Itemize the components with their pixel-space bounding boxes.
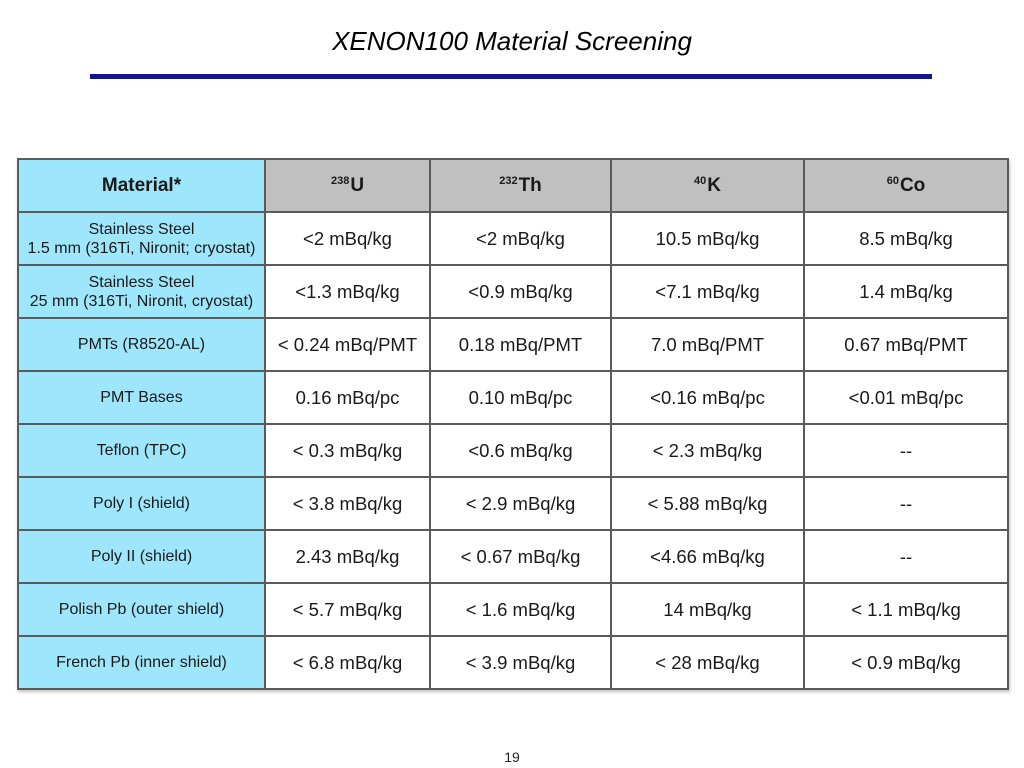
activity-value-cell: 0.16 mBq/pc	[265, 371, 430, 424]
isotope-symbol: Co	[899, 174, 926, 196]
screening-table	[17, 158, 1009, 690]
activity-value-cell: < 0.67 mBq/kg	[430, 530, 611, 583]
table-row	[18, 636, 1008, 689]
activity-value-cell: 10.5 mBq/kg	[611, 212, 804, 265]
header-isotope-th232	[430, 159, 611, 212]
activity-value-cell: < 0.9 mBq/kg	[804, 636, 1008, 689]
table-row	[18, 583, 1008, 636]
table-row	[18, 424, 1008, 477]
header-material: Material*	[18, 159, 265, 212]
activity-value-cell: --	[804, 477, 1008, 530]
activity-value-cell: < 2.3 mBq/kg	[611, 424, 804, 477]
material-name-line: Stainless Steel	[88, 273, 195, 291]
table-body	[18, 212, 1008, 689]
header-isotope-u238	[265, 159, 430, 212]
activity-value-cell: 0.10 mBq/pc	[430, 371, 611, 424]
activity-value-cell: 1.4 mBq/kg	[804, 265, 1008, 318]
activity-value-cell: <2 mBq/kg	[265, 212, 430, 265]
activity-value-cell: <1.3 mBq/kg	[265, 265, 430, 318]
material-name-line: Teflon (TPC)	[96, 442, 187, 459]
isotope-symbol: K	[707, 174, 721, 196]
table-row	[18, 371, 1008, 424]
activity-value-cell: <0.16 mBq/pc	[611, 371, 804, 424]
activity-value-cell: 0.67 mBq/PMT	[804, 318, 1008, 371]
header-isotope-k40	[611, 159, 804, 212]
page-number: 19	[504, 749, 520, 765]
activity-value-cell: < 28 mBq/kg	[611, 636, 804, 689]
activity-value-cell: <4.66 mBq/kg	[611, 530, 804, 583]
slide-title: XENON100 Material Screening	[332, 26, 692, 56]
material-cell	[18, 265, 265, 318]
material-cell	[18, 424, 265, 477]
table-header-row	[18, 159, 1008, 212]
material-cell	[18, 583, 265, 636]
activity-value-cell: <7.1 mBq/kg	[611, 265, 804, 318]
isotope-mass: 60	[886, 174, 899, 187]
activity-value-cell: < 5.7 mBq/kg	[265, 583, 430, 636]
table-row	[18, 265, 1008, 318]
isotope-symbol: Th	[518, 174, 542, 196]
isotope-symbol: U	[350, 174, 365, 196]
activity-value-cell: <0.9 mBq/kg	[430, 265, 611, 318]
title-underline	[90, 74, 932, 79]
activity-value-cell: --	[804, 530, 1008, 583]
activity-value-cell: < 3.8 mBq/kg	[265, 477, 430, 530]
material-cell	[18, 477, 265, 530]
activity-value-cell: < 0.24 mBq/PMT	[265, 318, 430, 371]
activity-value-cell: < 5.88 mBq/kg	[611, 477, 804, 530]
activity-value-cell: --	[804, 424, 1008, 477]
material-name-line: PMTs (R8520-AL)	[77, 336, 206, 353]
isotope-mass: 232	[499, 174, 518, 187]
activity-value-cell: < 2.9 mBq/kg	[430, 477, 611, 530]
activity-value-cell: 0.18 mBq/PMT	[430, 318, 611, 371]
activity-value-cell: <0.01 mBq/pc	[804, 371, 1008, 424]
activity-value-cell: <2 mBq/kg	[430, 212, 611, 265]
activity-value-cell: < 1.1 mBq/kg	[804, 583, 1008, 636]
activity-value-cell: 14 mBq/kg	[611, 583, 804, 636]
activity-value-cell: < 3.9 mBq/kg	[430, 636, 611, 689]
material-name-line: PMT Bases	[100, 389, 183, 406]
activity-value-cell: < 0.3 mBq/kg	[265, 424, 430, 477]
table-row	[18, 477, 1008, 530]
material-cell	[18, 530, 265, 583]
table-row	[18, 530, 1008, 583]
material-cell	[18, 318, 265, 371]
material-cell	[18, 636, 265, 689]
activity-value-cell: <0.6 mBq/kg	[430, 424, 611, 477]
activity-value-cell: 8.5 mBq/kg	[804, 212, 1008, 265]
activity-value-cell: 2.43 mBq/kg	[265, 530, 430, 583]
material-name-line: Stainless Steel	[88, 220, 195, 238]
material-name-line: French Pb (inner shield)	[56, 654, 227, 671]
isotope-mass: 238	[330, 174, 350, 187]
activity-value-cell: < 1.6 mBq/kg	[430, 583, 611, 636]
activity-value-cell: 7.0 mBq/PMT	[611, 318, 804, 371]
material-name-line: 25 mm (316Ti, Nironit, cryostat)	[29, 292, 254, 310]
material-cell	[18, 212, 265, 265]
material-name-line: 1.5 mm (316Ti, Nironit; cryostat)	[27, 239, 256, 257]
material-name-line: Poly II (shield)	[90, 548, 193, 565]
isotope-mass: 40	[694, 174, 707, 187]
table-row	[18, 212, 1008, 265]
material-cell	[18, 371, 265, 424]
table-row	[18, 318, 1008, 371]
activity-value-cell: < 6.8 mBq/kg	[265, 636, 430, 689]
material-name-line: Poly I (shield)	[93, 495, 190, 512]
header-isotope-co60	[804, 159, 1008, 212]
material-name-line: Polish Pb (outer shield)	[58, 601, 225, 618]
